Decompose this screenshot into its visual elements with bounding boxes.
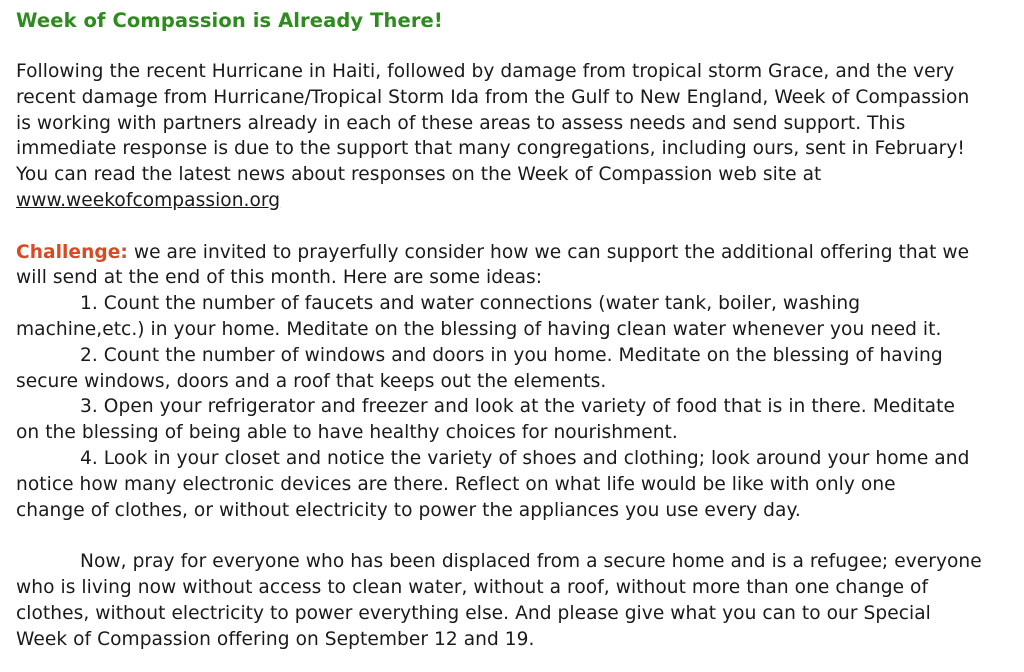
idea-4-text: 4. Look in your closet and notice the variety of shoes and clothing; look around your home and	[80, 447, 970, 469]
challenge-intro-text: we are invited to prayerfully consider how we can support the additional offering that we	[127, 241, 970, 263]
week-of-compassion-link[interactable]: www.weekofcompassion.org	[16, 189, 281, 211]
intro-line: is working with partners already in each of these areas to assess needs and send support. This	[16, 112, 906, 134]
challenge-paragraph	[16, 240, 1014, 524]
closing-line: who is living now without access to clean water, without a roof, without more than one change of	[16, 576, 929, 598]
idea-2-continued: secure windows, doors and a roof that keeps out the elements.	[16, 370, 607, 392]
idea-2-line	[16, 343, 1014, 369]
idea-1-line	[16, 291, 1014, 317]
idea-4-continued: notice how many electronic devices are there. Reflect on what life would be like with only one	[16, 473, 896, 495]
closing-paragraph	[16, 549, 1014, 652]
idea-2-text: 2. Count the number of windows and doors in you home. Meditate on the blessing of having	[80, 344, 943, 366]
closing-line: Week of Compassion offering on September 12 and 19.	[16, 628, 535, 650]
closing-first-line	[16, 549, 1014, 575]
intro-paragraph	[16, 59, 1014, 214]
closing-line: clothes, without electricity to power everything else. And please give what you can to our Special	[16, 602, 931, 624]
idea-3-line	[16, 394, 1014, 420]
article-title: Week of Compassion is Already There!	[16, 9, 443, 32]
intro-line: immediate response is due to the support that many congregations, including ours, sent in February!	[16, 138, 965, 160]
intro-line: recent damage from Hurricane/Tropical Storm Ida from the Gulf to New England, Week of Compassion	[16, 86, 970, 108]
challenge-intro-line	[16, 240, 1014, 266]
challenge-label: Challenge:	[16, 241, 128, 263]
idea-3-text: 3. Open your refrigerator and freezer and look at the variety of food that is in there. Meditate	[80, 396, 955, 418]
idea-4-line	[16, 446, 1014, 472]
idea-1-continued: machine,etc.) in your home. Meditate on the blessing of having clean water whenever you need it.	[16, 318, 942, 340]
closing-first-text: Now, pray for everyone who has been displaced from a secure home and is a refugee; everyone	[80, 551, 982, 573]
idea-1-text: 1. Count the number of faucets and water connections (water tank, boiler, washing	[80, 293, 861, 315]
intro-line: You can read the latest news about responses on the Week of Compassion web site at	[16, 164, 822, 186]
idea-4-continued: change of clothes, or without electricity to power the appliances you use every day.	[16, 499, 801, 521]
challenge-line: will send at the end of this month. Here are some ideas:	[16, 267, 543, 289]
idea-3-continued: on the blessing of being able to have healthy choices for nourishment.	[16, 422, 678, 444]
intro-line: Following the recent Hurricane in Haiti, followed by damage from tropical storm Grace, and the very	[16, 61, 955, 82]
